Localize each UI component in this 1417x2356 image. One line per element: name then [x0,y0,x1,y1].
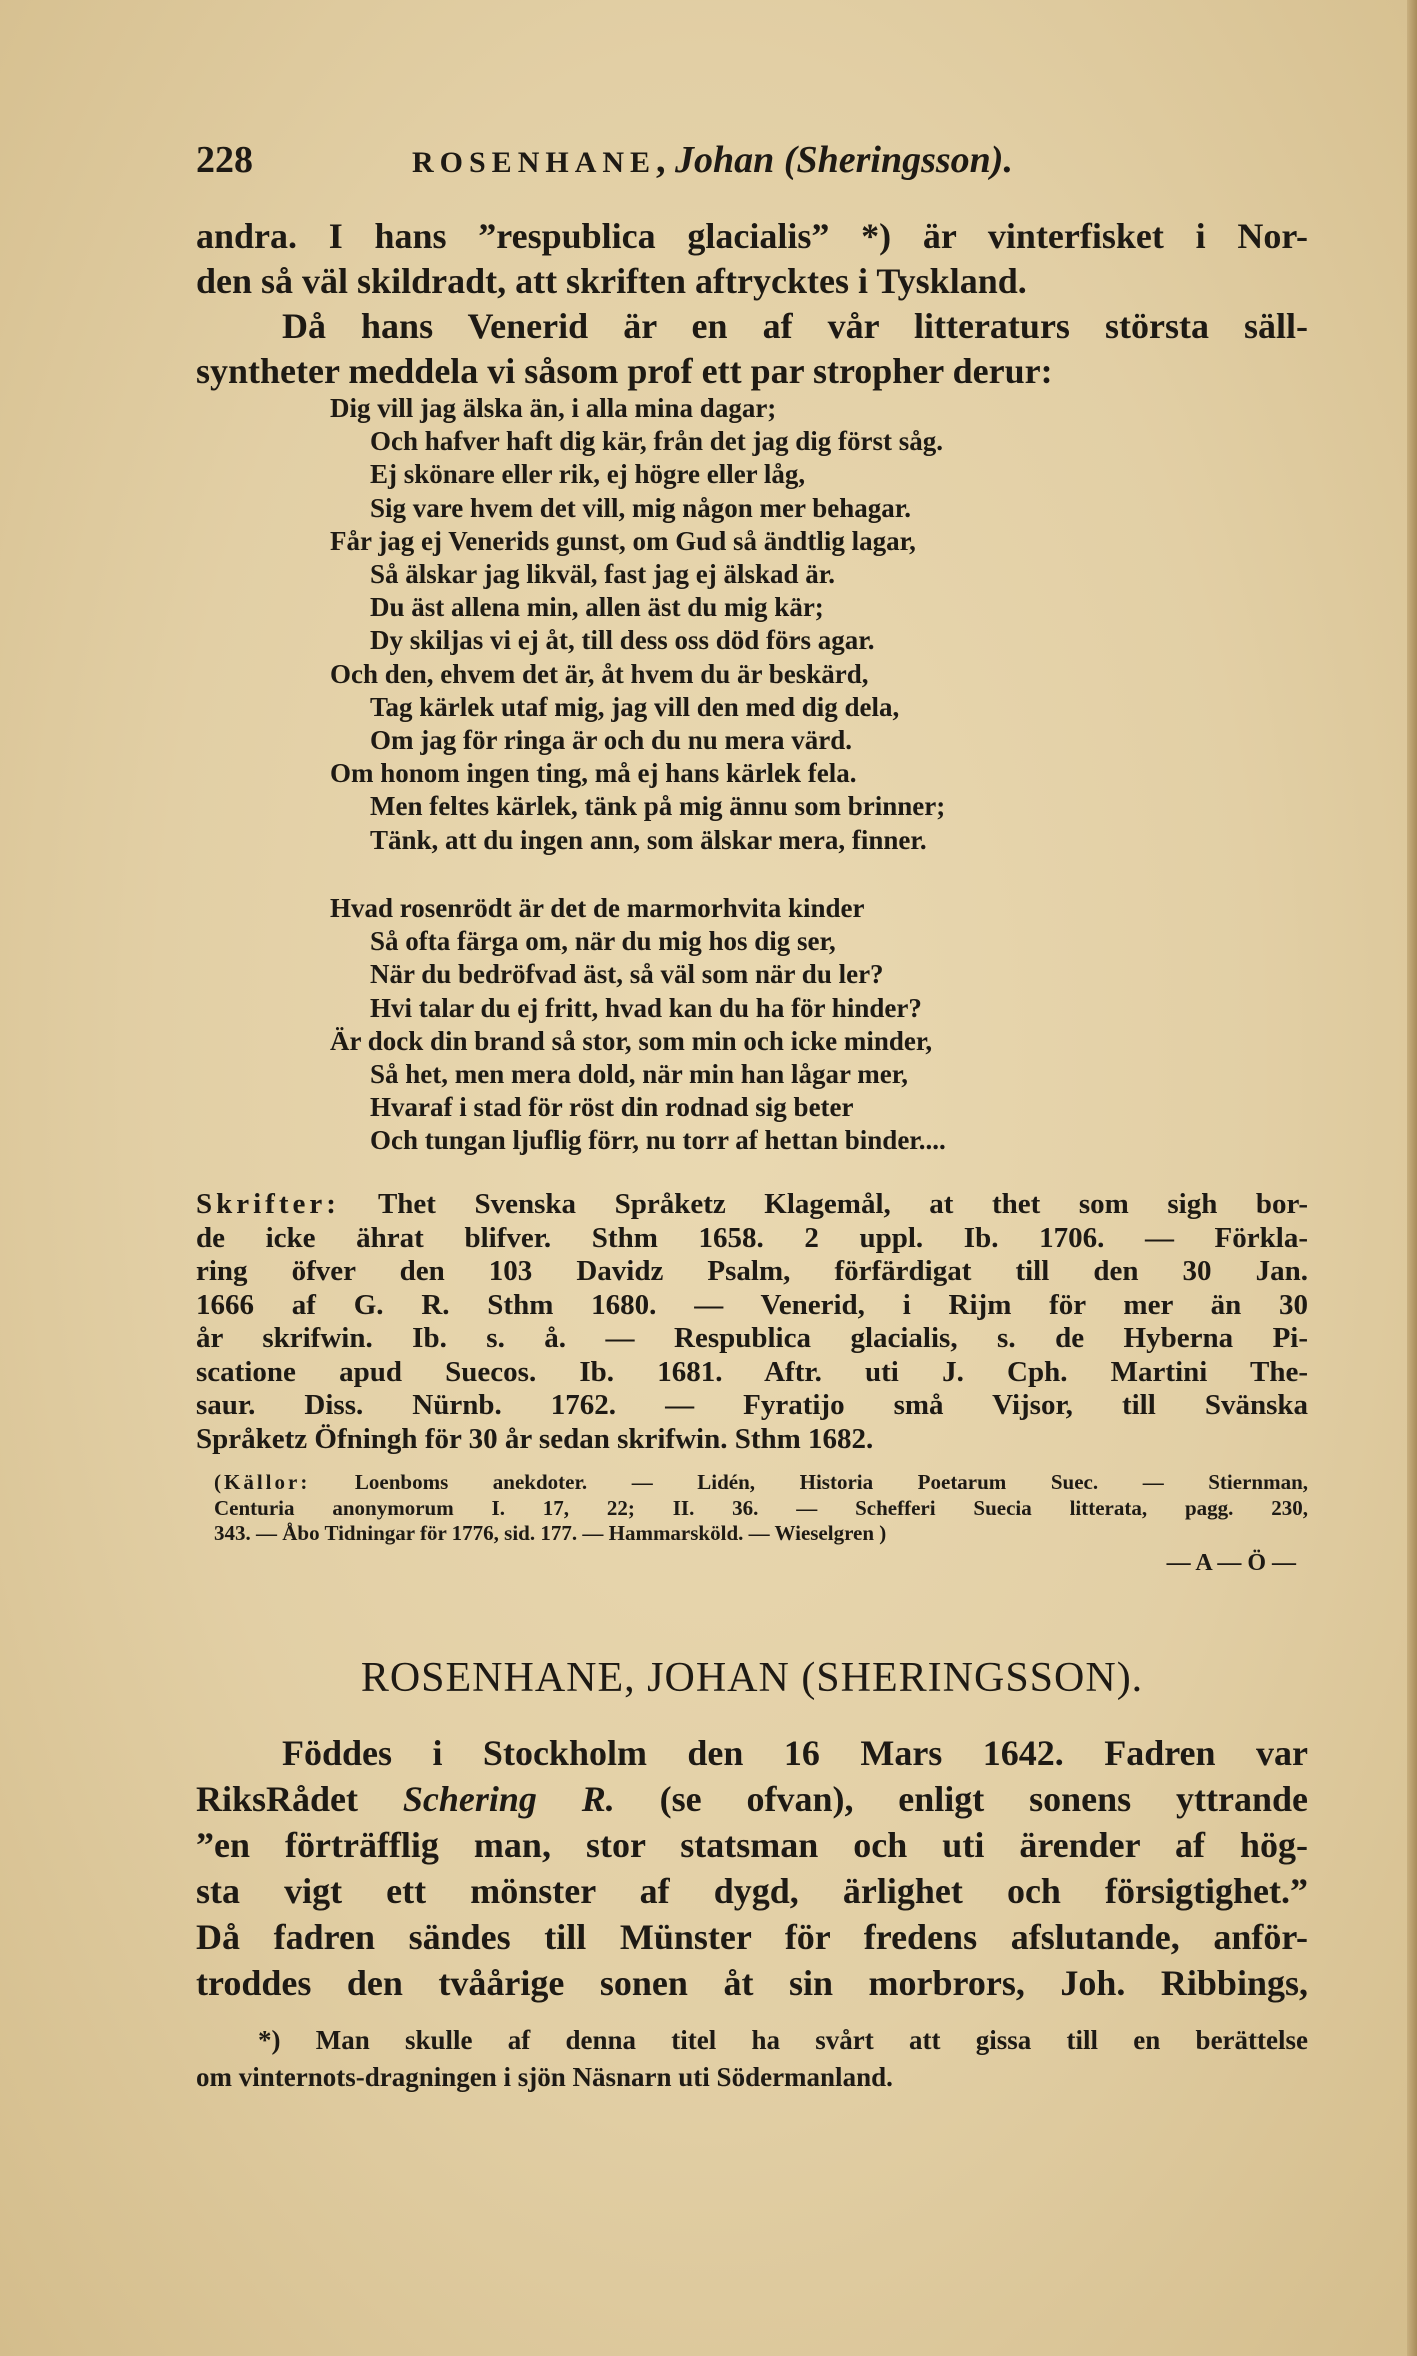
writings-line: de icke ährat blifver. Sthm 1658. 2 uppl. Ib. 1706. — Förkla- [196,1221,1308,1254]
biography-line: Då fadren sändes till Münster för fredens afslutande, anför- [196,1917,1308,1957]
poem-line: Och den, ehvem det är, åt hvem du är beskärd, [330,658,869,689]
writings-line: 1666 af G. R. Sthm 1680. — Venerid, i Rijm för mer än 30 [196,1288,1308,1321]
sources-line [214,1470,1308,1496]
poem-line: Får jag ej Venerids gunst, om Gud så ändtlig lagar, [330,525,916,556]
biography-line: troddes den tvåårige sonen åt sin morbrors, Joh. Ribbings, [196,1963,1308,2003]
poem-line: Så älskar jag likväl, fast jag ej älskad är. [370,559,836,590]
poem-line: Så ofta färga om, när du mig hos dig ser, [370,926,836,957]
footnote-line: *) Man skulle af denna titel ha svårt att gissa till en berättelse [258,2025,1308,2055]
poem-line: När du bedröfvad äst, så väl som när du ler? [370,959,884,990]
poem-line: Du äst allena min, allen äst du mig kär; [370,592,824,623]
biography-italic-name: Schering R. [402,1779,615,1819]
writings-line: scatione apud Suecos. Ib. 1681. Aftr. uti J. Cph. Martini The- [196,1355,1308,1388]
sources-lead: (Källor: [214,1470,311,1494]
footnote-line: om vinternots-dragningen i sjön Näsnarn uti Södermanland. [196,2062,893,2092]
poem-line: Ej skönare eller rik, ej högre eller låg, [370,459,806,490]
writings-lead: Skrifter: [196,1188,340,1220]
intro-line: andra. I hans ”respublica glacialis” *) är vinterfisket i Nor- [196,216,1308,256]
page-number: 228 [196,139,253,181]
poem-line: Så het, men mera dold, när min han lågar mer, [370,1059,909,1090]
intro-line: Då hans Venerid är en af vår litteraturs största säll- [282,306,1308,346]
biography-text: (se ofvan), enligt sonens yttrande [614,1779,1309,1819]
poem-line: Om honom ingen ting, må ej hans kärlek fela. [330,758,857,789]
sources-note [214,1470,1308,1547]
section-heading: ROSENHANE, JOHAN (SHERINGSSON). [360,1655,1144,1701]
poem-line: Tag kärlek utaf mig, jag vill den med dig dela, [370,691,900,722]
writings-line: ring öfver den 103 Davidz Psalm, förfärdigat till den 30 Jan. [196,1255,1308,1287]
poem-line: Om jag för ringa är och du nu mera värd. [370,725,852,756]
biography-line: sta vigt ett mönster af dygd, ärlighet och försigtighet.” [196,1871,1308,1911]
poem-line: Är dock din brand så stor, som min och icke minder, [330,1025,933,1056]
poem-line: Hvad rosenrödt är det de marmorhvita kinder [330,893,865,923]
biography-line: Föddes i Stockholm den 16 Mars 1642. Fadren var [282,1733,1308,1773]
writings-line: saur. Diss. Nürnb. 1762. — Fyratijo små Vijsor, till Svänska [196,1389,1308,1421]
writings-list [196,1188,1308,1456]
writings-line: Språketz Öfningh för 30 år sedan skrifwin. Sthm 1682. [196,1422,874,1455]
running-head [412,138,1013,182]
page-header [196,138,1306,198]
intro-line: den så väl skildradt, att skriften aftrycktes i Tyskland. [196,261,1027,301]
intro-paragraph [196,214,1308,394]
poem-line: Hvi talar du ej fritt, hvad kan du ha för hinder? [370,992,922,1023]
poem-stanza-1 [330,392,1290,857]
sources-line: 343. — Åbo Tidningar för 1776, sid. 177. — Hammarsköld. — Wieselgren ) [214,1521,887,1545]
sources-text: Loenboms anekdoter. — Lidén, Historia Poetarum Suec. — Stiernman, [354,1470,1309,1494]
biography-line [196,1776,1308,1822]
poem-line: Men feltes kärlek, tänk på mig ännu som brinner; [370,791,946,822]
poem-line: Och hafver haft dig kär, från det jag dig först såg. [370,426,943,457]
biography-paragraph [196,1730,1308,2006]
author-signature: — A — Ö — [1166,1550,1296,1576]
biography-text: RiksRådet [196,1779,403,1819]
poem-stanza-2 [330,892,1290,1158]
writings-text: Thet Svenska Språketz Klagemål, at thet som sigh bor- [377,1188,1308,1220]
poem-line: Dig vill jag älska än, i alla mina dagar; [330,393,777,423]
running-head-name: ROSENHANE [412,146,657,179]
writings-line: år skrifwin. Ib. s. å. — Respublica glacialis, s. de Hyberna Pi- [196,1322,1308,1354]
running-head-given-name: Johan (Sheringsson). [675,139,1013,181]
writings-line [196,1188,1308,1222]
sources-line: Centuria anonymorum I. 17, 22; II. 36. — Schefferi Suecia litterata, pagg. 230, [214,1495,1308,1520]
running-head-separator: , [656,139,676,181]
poem-line: Tänk, att du ingen ann, som älskar mera, finner. [370,824,927,855]
page-edge [1407,0,1417,2356]
biography-line: ”en förträfflig man, stor statsman och uti ärender af hög- [196,1825,1308,1865]
intro-line: syntheter meddela vi såsom prof ett par stropher derur: [196,351,1053,391]
footnote [196,2022,1308,2096]
poem-line: Sig vare hvem det vill, mig någon mer behagar. [370,492,912,523]
poem-line: Dy skiljas vi ej åt, till dess oss död förs agar. [370,625,875,656]
poem-line: Hvaraf i stad för röst din rodnad sig beter [370,1092,854,1123]
poem-line: Och tungan ljuflig förr, nu torr af hettan binder.... [370,1125,946,1156]
